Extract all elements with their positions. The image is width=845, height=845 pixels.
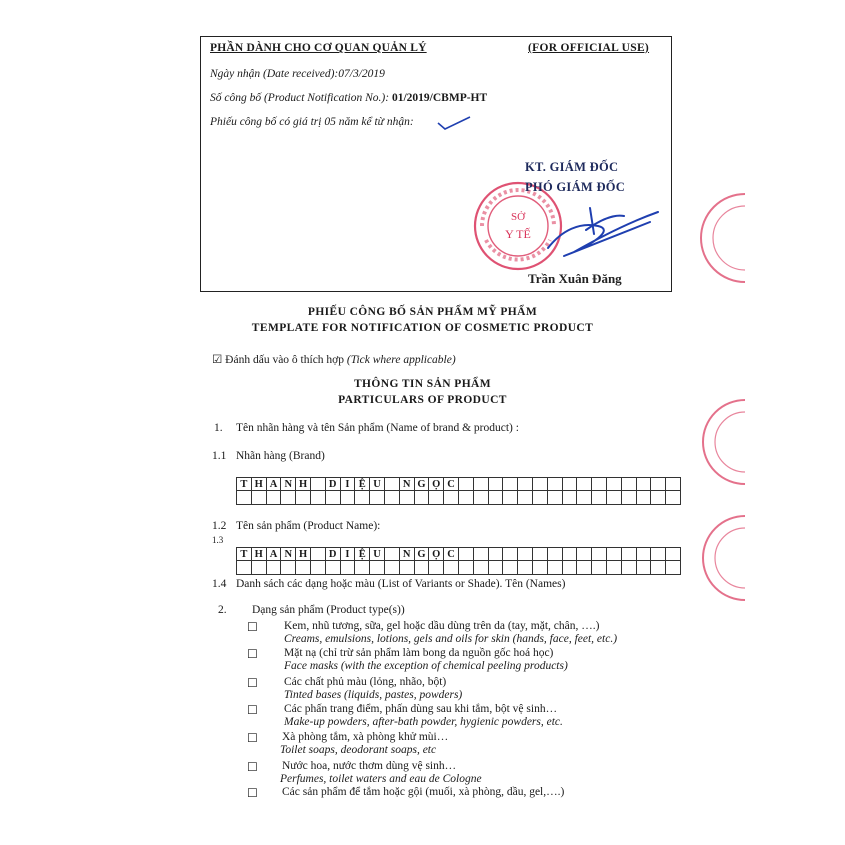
brand-empty-cell[interactable] (548, 491, 563, 505)
document-title-vi: PHIẾU CÔNG BỐ SẢN PHẨM MỸ PHẨM (307, 306, 538, 318)
product-cell[interactable]: T (237, 547, 252, 561)
product-cell[interactable]: A (267, 547, 282, 561)
product-empty-cell[interactable] (429, 561, 444, 575)
brand-cell[interactable]: N (400, 477, 415, 491)
item-1-1-number: 1.1 (212, 450, 227, 462)
product-empty-cell[interactable] (281, 561, 296, 575)
brand-cell[interactable] (607, 477, 622, 491)
product-name-character-grid[interactable] (236, 547, 681, 575)
brand-cell[interactable] (563, 477, 578, 491)
brand-cell[interactable]: U (370, 477, 385, 491)
product-type-checkbox[interactable]: ☐ (247, 786, 258, 800)
product-type-checkbox[interactable]: ☐ (247, 760, 258, 774)
product-cell[interactable] (503, 547, 518, 561)
product-type-label-en: Perfumes, toilet waters and eau de Cologne (280, 773, 482, 785)
product-empty-cell[interactable] (444, 561, 459, 575)
brand-empty-cell[interactable] (326, 491, 341, 505)
product-empty-cell[interactable] (666, 561, 681, 575)
date-received-label: Ngày nhận (Date received): (210, 68, 339, 80)
brand-cell[interactable] (637, 477, 652, 491)
item-1-4-label: Danh sách các dạng hoặc màu (List of Variants or Shade). Tên (Names) (236, 578, 566, 590)
brand-empty-cell[interactable] (607, 491, 622, 505)
brand-cell[interactable] (651, 477, 666, 491)
section-title-en: PARTICULARS OF PRODUCT (338, 394, 507, 406)
notification-number-value: 01/2019/CBMP-HT (391, 92, 488, 104)
brand-empty-cell[interactable] (503, 491, 518, 505)
brand-cell[interactable] (385, 477, 400, 491)
product-cell[interactable] (533, 547, 548, 561)
brand-empty-cell[interactable] (489, 491, 504, 505)
product-cell[interactable]: G (415, 547, 430, 561)
product-cell[interactable]: H (296, 547, 311, 561)
brand-empty-cell[interactable] (622, 491, 637, 505)
item-1-4-number: 1.4 (212, 578, 227, 590)
product-cell[interactable] (607, 547, 622, 561)
brand-cell[interactable] (503, 477, 518, 491)
brand-cell[interactable] (548, 477, 563, 491)
product-cell[interactable]: N (281, 547, 296, 561)
product-cell[interactable] (622, 547, 637, 561)
product-type-label-vi: Kem, nhũ tương, sữa, gel hoặc dầu dùng trên da (tay, mặt, chân, ….) (284, 620, 600, 632)
product-cell[interactable]: H (252, 547, 267, 561)
item-2-number: 2. (218, 604, 227, 616)
product-empty-cell[interactable] (518, 561, 533, 575)
notification-number-label: Số công bố (Product Notification No.): (210, 92, 390, 104)
product-empty-cell[interactable] (237, 561, 252, 575)
product-empty-cell[interactable] (607, 561, 622, 575)
product-type-label-en: Tinted bases (liquids, pastes, powders) (284, 689, 463, 701)
product-empty-cell[interactable] (326, 561, 341, 575)
product-cell[interactable]: U (370, 547, 385, 561)
brand-empty-cell[interactable] (252, 491, 267, 505)
item-2-label: Dạng sản phẩm (Product type(s)) (252, 604, 405, 616)
brand-cell[interactable]: G (415, 477, 430, 491)
product-empty-cell[interactable] (533, 561, 548, 575)
product-empty-cell[interactable] (296, 561, 311, 575)
brand-cell[interactable] (592, 477, 607, 491)
official-box-title: PHẦN DÀNH CHO CƠ QUAN QUẢN LÝ (210, 42, 427, 54)
product-type-checkbox[interactable]: ☐ (247, 703, 258, 717)
product-cell[interactable] (651, 547, 666, 561)
stamp-text-line-2: Y TẾ (505, 227, 531, 241)
item-1-number: 1. (214, 422, 223, 434)
brand-cell[interactable] (577, 477, 592, 491)
product-cell[interactable] (489, 547, 504, 561)
product-cell[interactable]: Ệ (355, 547, 370, 561)
brand-empty-cell[interactable] (459, 491, 474, 505)
brand-cell[interactable] (666, 477, 681, 491)
brand-empty-cell[interactable] (237, 491, 252, 505)
product-cell[interactable]: N (400, 547, 415, 561)
product-cell[interactable]: D (326, 547, 341, 561)
section-title-vi: THÔNG TIN SẢN PHẨM (353, 378, 491, 390)
brand-empty-cell[interactable] (474, 491, 489, 505)
product-cell[interactable] (311, 547, 326, 561)
brand-cell[interactable]: I (341, 477, 356, 491)
product-empty-cell[interactable] (415, 561, 430, 575)
brand-empty-cell[interactable] (400, 491, 415, 505)
product-cell[interactable] (563, 547, 578, 561)
brand-cell[interactable]: C (444, 477, 459, 491)
brand-empty-cell[interactable] (651, 491, 666, 505)
brand-empty-cell[interactable] (637, 491, 652, 505)
sign-title-2: PHÓ GIÁM ĐỐC (525, 180, 626, 194)
product-type-label-en: Toilet soaps, deodorant soaps, etc (280, 744, 437, 756)
product-empty-cell[interactable] (385, 561, 400, 575)
brand-empty-cell[interactable] (311, 491, 326, 505)
brand-empty-cell[interactable] (341, 491, 356, 505)
brand-empty-cell[interactable] (296, 491, 311, 505)
product-empty-cell[interactable] (474, 561, 489, 575)
brand-empty-cell[interactable] (563, 491, 578, 505)
product-empty-cell[interactable] (489, 561, 504, 575)
brand-empty-cell[interactable] (267, 491, 282, 505)
product-empty-cell[interactable] (252, 561, 267, 575)
product-empty-cell[interactable] (548, 561, 563, 575)
product-cell[interactable] (474, 547, 489, 561)
brand-empty-cell[interactable] (577, 491, 592, 505)
brand-empty-cell[interactable] (444, 491, 459, 505)
brand-empty-cell[interactable] (355, 491, 370, 505)
partial-stamp-right-bottom (702, 508, 745, 608)
brand-cell[interactable]: N (281, 477, 296, 491)
product-type-label-vi: Xà phòng tắm, xà phòng khử mùi… (282, 731, 449, 743)
brand-cell[interactable]: Ệ (355, 477, 370, 491)
brand-cell[interactable] (622, 477, 637, 491)
product-cell[interactable] (459, 547, 474, 561)
brand-cell[interactable] (518, 477, 533, 491)
product-empty-cell[interactable] (637, 561, 652, 575)
product-type-checkbox[interactable]: ☐ (247, 676, 258, 690)
product-empty-cell[interactable] (370, 561, 385, 575)
product-type-label-vi: Nước hoa, nước thơm dùng vệ sinh… (282, 760, 457, 772)
product-cell[interactable]: I (341, 547, 356, 561)
brand-cell[interactable]: Ọ (429, 477, 444, 491)
item-1-2-number: 1.2 (212, 520, 227, 532)
tick-note (212, 352, 456, 366)
brand-character-grid[interactable] (236, 477, 681, 505)
brand-empty-cell[interactable] (533, 491, 548, 505)
brand-empty-cell[interactable] (385, 491, 400, 505)
tick-note-vi: ☑ Đánh dấu vào ô thích hợp (212, 354, 345, 366)
document-title-en: TEMPLATE FOR NOTIFICATION OF COSMETIC PRODUCT (251, 322, 594, 334)
partial-stamp-right-top (700, 188, 745, 288)
brand-cell[interactable] (459, 477, 474, 491)
sign-title-1: KT. GIÁM ĐỐC (525, 160, 619, 174)
product-cell[interactable] (518, 547, 533, 561)
tick-mark-icon (436, 114, 472, 132)
product-type-label-vi: Mặt nạ (chỉ trừ sản phẩm làm bong da nguồn gốc hoá học) (284, 647, 554, 659)
brand-empty-cell[interactable] (370, 491, 385, 505)
product-empty-cell[interactable] (563, 561, 578, 575)
product-empty-cell[interactable] (267, 561, 282, 575)
product-empty-cell[interactable] (341, 561, 356, 575)
brand-empty-cell[interactable] (666, 491, 681, 505)
brand-cell[interactable]: H (252, 477, 267, 491)
product-empty-cell[interactable] (311, 561, 326, 575)
product-type-checkbox[interactable]: ☐ (247, 647, 258, 661)
brand-cell[interactable]: D (326, 477, 341, 491)
product-type-label-vi: Các phấn trang điểm, phấn dùng sau khi tắm, bột vệ sinh… (284, 703, 558, 715)
item-1-2-label: Tên sản phẩm (Product Name): (236, 520, 381, 532)
partial-stamp-right-middle (702, 392, 745, 492)
brand-cell[interactable] (489, 477, 504, 491)
stamp-text-line-1: SỞ (510, 211, 526, 223)
product-empty-cell[interactable] (651, 561, 666, 575)
product-empty-cell[interactable] (459, 561, 474, 575)
product-cell[interactable] (385, 547, 400, 561)
official-use-label: (FOR OFFICIAL USE) (528, 42, 650, 54)
brand-empty-cell[interactable] (518, 491, 533, 505)
product-empty-cell[interactable] (622, 561, 637, 575)
validity-text: Phiếu công bố có giá trị 05 năm kể từ nhận: (210, 116, 414, 128)
item-1-1-label: Nhãn hàng (Brand) (236, 450, 325, 462)
brand-empty-cell[interactable] (415, 491, 430, 505)
product-type-label-vi: Các sản phẩm để tắm hoặc gội (muối, xà phòng, dầu, gel,….) (282, 786, 565, 798)
brand-cell[interactable] (474, 477, 489, 491)
product-empty-cell[interactable] (503, 561, 518, 575)
notification-number (210, 92, 487, 104)
product-type-checkbox[interactable]: ☐ (247, 731, 258, 745)
product-cell[interactable] (666, 547, 681, 561)
product-empty-cell[interactable] (355, 561, 370, 575)
brand-empty-cell[interactable] (281, 491, 296, 505)
brand-empty-cell[interactable] (429, 491, 444, 505)
product-cell[interactable] (637, 547, 652, 561)
product-type-label-vi: Các chất phủ màu (lỏng, nhão, bột) (284, 676, 447, 688)
item-1-label: Tên nhãn hàng và tên Sản phẩm (Name of brand & product) : (236, 422, 519, 434)
product-empty-cell[interactable] (400, 561, 415, 575)
brand-cell[interactable] (533, 477, 548, 491)
brand-cell[interactable]: H (296, 477, 311, 491)
product-cell[interactable]: C (444, 547, 459, 561)
product-empty-cell[interactable] (577, 561, 592, 575)
product-cell[interactable] (592, 547, 607, 561)
product-type-label-en: Face masks (with the exception of chemical peeling products) (284, 660, 568, 672)
date-received-value: 07/3/2019 (338, 68, 385, 80)
date-received (210, 68, 385, 80)
product-type-checkbox[interactable]: ☐ (247, 620, 258, 634)
item-1-3-number: 1.3 (212, 535, 224, 545)
handwritten-signature (540, 200, 665, 270)
product-type-label-en: Make-up powders, after-bath powder, hygienic powders, etc. (284, 716, 563, 728)
brand-cell[interactable] (311, 477, 326, 491)
brand-cell[interactable]: T (237, 477, 252, 491)
brand-empty-cell[interactable] (592, 491, 607, 505)
brand-cell[interactable]: A (267, 477, 282, 491)
tick-note-en: (Tick where applicable) (346, 354, 456, 366)
product-type-label-en: Creams, emulsions, lotions, gels and oils for skin (hands, face, feet, etc.) (284, 633, 618, 645)
product-cell[interactable]: Ọ (429, 547, 444, 561)
product-cell[interactable] (577, 547, 592, 561)
signer-name: Trần Xuân Đăng (528, 271, 622, 286)
product-empty-cell[interactable] (592, 561, 607, 575)
product-cell[interactable] (548, 547, 563, 561)
